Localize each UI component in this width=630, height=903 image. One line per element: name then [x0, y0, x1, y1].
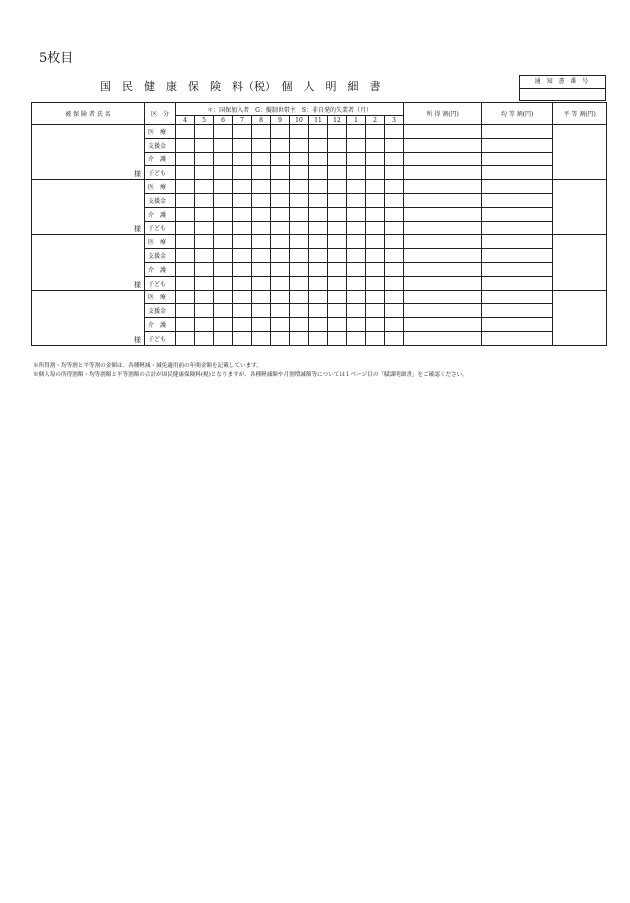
month-cell — [290, 138, 309, 152]
month-cell — [176, 276, 195, 290]
per-capita-levy-cell — [482, 207, 553, 221]
month-cell — [252, 180, 271, 194]
month-cell — [176, 304, 195, 318]
month-cell — [271, 304, 290, 318]
month-cell — [271, 180, 290, 194]
month-cell — [195, 221, 214, 235]
month-cell — [328, 166, 347, 180]
per-capita-levy-cell — [482, 276, 553, 290]
month-cell — [385, 138, 404, 152]
per-capita-levy-cell — [482, 304, 553, 318]
month-cell — [309, 331, 328, 345]
month-cell — [385, 304, 404, 318]
per-capita-levy-cell — [482, 290, 553, 304]
month-cell — [271, 318, 290, 332]
month-cell — [366, 304, 385, 318]
month-cell — [214, 276, 233, 290]
header-month: 2 — [366, 116, 385, 125]
month-cell — [385, 318, 404, 332]
month-cell — [366, 166, 385, 180]
month-cell — [328, 221, 347, 235]
month-cell — [366, 152, 385, 166]
header-month: 3 — [385, 116, 404, 125]
month-cell — [233, 262, 252, 276]
notice-number-box — [519, 75, 606, 101]
month-cell — [233, 318, 252, 332]
category-cell: 医 療 — [145, 125, 176, 139]
document-title: 国 民 健 康 保 険 料（税） 個 人 明 細 書 — [100, 80, 381, 93]
month-cell — [176, 207, 195, 221]
month-cell — [328, 318, 347, 332]
category-cell: 医 療 — [145, 290, 176, 304]
income-levy-cell — [404, 249, 482, 263]
income-levy-cell — [404, 276, 482, 290]
header-month: 5 — [195, 116, 214, 125]
category-cell: 子ども — [145, 221, 176, 235]
month-cell — [233, 249, 252, 263]
month-cell — [309, 276, 328, 290]
month-cell — [233, 125, 252, 139]
month-cell — [290, 166, 309, 180]
month-cell — [385, 125, 404, 139]
table-row — [32, 290, 607, 304]
month-cell — [176, 180, 195, 194]
month-cell — [271, 221, 290, 235]
month-cell — [328, 152, 347, 166]
month-cell — [309, 138, 328, 152]
per-capita-levy-cell — [482, 166, 553, 180]
header-insured-name: 被 保 険 者 氏 名 — [32, 103, 145, 125]
per-capita-levy-cell — [482, 262, 553, 276]
month-cell — [290, 221, 309, 235]
month-cell — [252, 166, 271, 180]
header-month: 4 — [176, 116, 195, 125]
month-cell — [195, 180, 214, 194]
month-cell — [252, 304, 271, 318]
month-cell — [195, 138, 214, 152]
month-cell — [233, 207, 252, 221]
month-cell — [252, 331, 271, 345]
month-cell — [290, 207, 309, 221]
month-cell — [214, 304, 233, 318]
month-cell — [195, 235, 214, 249]
notice-number-label: 通 知 書 番 号 — [520, 76, 605, 89]
month-cell — [347, 180, 366, 194]
per-capita-levy-cell — [482, 318, 553, 332]
month-cell — [176, 262, 195, 276]
month-cell — [176, 235, 195, 249]
month-cell — [290, 290, 309, 304]
month-cell — [214, 166, 233, 180]
month-cell — [271, 249, 290, 263]
category-cell: 子ども — [145, 331, 176, 345]
month-cell — [366, 180, 385, 194]
table-row — [32, 235, 607, 249]
income-levy-cell — [404, 304, 482, 318]
month-cell — [328, 331, 347, 345]
footnote-1: ※所得割・均等割と平等割の金額は、各種軽減・減免適用前の年間金額を記載しています。 — [33, 363, 262, 369]
month-cell — [214, 249, 233, 263]
table-row — [32, 125, 607, 139]
per-capita-levy-cell — [482, 193, 553, 207]
month-cell — [309, 262, 328, 276]
month-cell — [214, 152, 233, 166]
category-cell: 医 療 — [145, 180, 176, 194]
header-month: 11 — [309, 116, 328, 125]
month-cell — [309, 207, 328, 221]
month-cell — [214, 207, 233, 221]
month-cell — [347, 125, 366, 139]
month-cell — [195, 125, 214, 139]
month-cell — [347, 166, 366, 180]
per-capita-levy-cell — [482, 152, 553, 166]
header-income-levy: 所 得 割(円) — [404, 103, 482, 125]
month-cell — [366, 207, 385, 221]
month-cell — [233, 290, 252, 304]
month-cell — [385, 193, 404, 207]
month-cell — [290, 262, 309, 276]
month-cell — [176, 221, 195, 235]
category-cell: 介 護 — [145, 318, 176, 332]
month-cell — [309, 193, 328, 207]
month-cell — [195, 166, 214, 180]
month-cell — [195, 262, 214, 276]
month-cell — [195, 152, 214, 166]
income-levy-cell — [404, 125, 482, 139]
month-cell — [366, 318, 385, 332]
month-cell — [290, 276, 309, 290]
month-cell — [271, 207, 290, 221]
month-cell — [233, 193, 252, 207]
income-levy-cell — [404, 221, 482, 235]
month-cell — [214, 235, 233, 249]
flat-levy-cell — [553, 180, 607, 235]
month-cell — [328, 235, 347, 249]
month-cell — [366, 249, 385, 263]
month-cell — [214, 193, 233, 207]
month-cell — [309, 180, 328, 194]
month-cell — [271, 166, 290, 180]
month-cell — [271, 125, 290, 139]
insured-name-cell: 様 — [32, 235, 145, 290]
income-levy-cell — [404, 152, 482, 166]
month-cell — [328, 138, 347, 152]
flat-levy-cell — [553, 290, 607, 345]
month-cell — [176, 249, 195, 263]
per-capita-levy-cell — [482, 221, 553, 235]
header-month: 1 — [347, 116, 366, 125]
month-cell — [328, 125, 347, 139]
month-cell — [366, 262, 385, 276]
month-cell — [385, 207, 404, 221]
category-cell: 支援金 — [145, 138, 176, 152]
month-cell — [176, 125, 195, 139]
category-cell: 子ども — [145, 276, 176, 290]
month-cell — [347, 207, 366, 221]
month-cell — [290, 180, 309, 194]
month-cell — [309, 249, 328, 263]
category-cell: 介 護 — [145, 207, 176, 221]
month-cell — [385, 235, 404, 249]
month-cell — [252, 221, 271, 235]
month-cell — [195, 207, 214, 221]
month-cell — [290, 235, 309, 249]
month-cell — [233, 138, 252, 152]
per-capita-levy-cell — [482, 235, 553, 249]
category-cell: 子ども — [145, 166, 176, 180]
month-cell — [195, 304, 214, 318]
month-cell — [176, 318, 195, 332]
header-month: 10 — [290, 116, 309, 125]
month-cell — [252, 207, 271, 221]
month-cell — [328, 304, 347, 318]
month-cell — [366, 125, 385, 139]
income-levy-cell — [404, 207, 482, 221]
detail-table — [31, 102, 607, 346]
month-cell — [176, 166, 195, 180]
footnotes — [33, 362, 468, 380]
page-label: 5枚目 — [39, 51, 74, 66]
income-levy-cell — [404, 235, 482, 249]
month-cell — [347, 290, 366, 304]
header-month: 12 — [328, 116, 347, 125]
month-cell — [233, 331, 252, 345]
month-cell — [385, 249, 404, 263]
header-month: 8 — [252, 116, 271, 125]
month-cell — [176, 331, 195, 345]
month-cell — [195, 276, 214, 290]
per-capita-levy-cell — [482, 125, 553, 139]
category-cell: 介 護 — [145, 152, 176, 166]
month-cell — [366, 221, 385, 235]
month-cell — [195, 318, 214, 332]
month-cell — [385, 221, 404, 235]
month-cell — [309, 235, 328, 249]
month-cell — [328, 262, 347, 276]
month-cell — [271, 276, 290, 290]
month-cell — [309, 125, 328, 139]
month-cell — [214, 331, 233, 345]
category-cell: 支援金 — [145, 193, 176, 207]
month-cell — [214, 180, 233, 194]
month-cell — [385, 166, 404, 180]
month-cell — [328, 193, 347, 207]
month-cell — [233, 166, 252, 180]
month-cell — [271, 331, 290, 345]
income-levy-cell — [404, 180, 482, 194]
month-cell — [290, 193, 309, 207]
month-cell — [233, 235, 252, 249]
month-cell — [347, 235, 366, 249]
month-cell — [214, 221, 233, 235]
month-cell — [252, 138, 271, 152]
income-levy-cell — [404, 331, 482, 345]
month-cell — [347, 331, 366, 345]
month-cell — [290, 331, 309, 345]
month-cell — [366, 331, 385, 345]
month-cell — [290, 125, 309, 139]
month-cell — [347, 221, 366, 235]
month-cell — [347, 249, 366, 263]
month-cell — [271, 290, 290, 304]
month-cell — [176, 290, 195, 304]
month-cell — [385, 262, 404, 276]
month-cell — [233, 276, 252, 290]
month-cell — [347, 193, 366, 207]
month-cell — [366, 193, 385, 207]
month-cell — [252, 235, 271, 249]
insured-name-cell: 様 — [32, 180, 145, 235]
month-cell — [328, 207, 347, 221]
month-cell — [290, 318, 309, 332]
per-capita-levy-cell — [482, 249, 553, 263]
month-cell — [176, 138, 195, 152]
month-cell — [195, 290, 214, 304]
month-cell — [328, 180, 347, 194]
month-cell — [309, 290, 328, 304]
month-cell — [271, 138, 290, 152]
month-cell — [290, 152, 309, 166]
month-cell — [271, 193, 290, 207]
month-cell — [309, 221, 328, 235]
month-cell — [385, 331, 404, 345]
month-cell — [366, 235, 385, 249]
per-capita-levy-cell — [482, 138, 553, 152]
flat-levy-cell — [553, 235, 607, 290]
month-cell — [347, 276, 366, 290]
insured-name-cell: 様 — [32, 290, 145, 345]
table-row — [32, 180, 607, 194]
month-cell — [252, 152, 271, 166]
month-cell — [347, 138, 366, 152]
month-cell — [328, 290, 347, 304]
income-levy-cell — [404, 318, 482, 332]
month-cell — [328, 249, 347, 263]
month-cell — [385, 152, 404, 166]
month-cell — [233, 152, 252, 166]
month-cell — [252, 262, 271, 276]
insured-name-cell: 様 — [32, 125, 145, 180]
month-cell — [366, 290, 385, 304]
income-levy-cell — [404, 262, 482, 276]
month-cell — [271, 152, 290, 166]
header-flat-levy: 平 等 割(円) — [553, 103, 607, 125]
month-cell — [271, 235, 290, 249]
per-capita-levy-cell — [482, 331, 553, 345]
month-cell — [214, 290, 233, 304]
income-levy-cell — [404, 193, 482, 207]
category-cell: 医 療 — [145, 235, 176, 249]
category-cell: 支援金 — [145, 249, 176, 263]
month-cell — [328, 276, 347, 290]
category-cell: 支援金 — [145, 304, 176, 318]
month-cell — [252, 276, 271, 290]
month-cell — [347, 262, 366, 276]
month-cell — [309, 304, 328, 318]
month-cell — [347, 152, 366, 166]
month-cell — [195, 331, 214, 345]
month-cell — [290, 304, 309, 318]
month-cell — [309, 318, 328, 332]
month-cell — [195, 249, 214, 263]
income-levy-cell — [404, 166, 482, 180]
month-cell — [347, 318, 366, 332]
header-per-capita-levy: 均 等 割(円) — [482, 103, 553, 125]
per-capita-levy-cell — [482, 180, 553, 194]
month-cell — [309, 152, 328, 166]
month-cell — [366, 276, 385, 290]
flat-levy-cell — [553, 125, 607, 180]
header-month: 9 — [271, 116, 290, 125]
month-cell — [385, 180, 404, 194]
month-cell — [214, 138, 233, 152]
header-legend: ＊：国保加入者 G：擬制世帯主 S：非自発的失業者（月） — [176, 103, 404, 116]
month-cell — [176, 193, 195, 207]
month-cell — [385, 290, 404, 304]
month-cell — [214, 125, 233, 139]
income-levy-cell — [404, 290, 482, 304]
month-cell — [271, 262, 290, 276]
footnote-2: ※個人毎の所得割額・均等割額と平等割額の合計が国民健康保険料(税)となりますが、各種軽減額や月割増減額等については１ページ目の「賦課明細書」をご確認ください。 — [33, 372, 468, 378]
month-cell — [214, 262, 233, 276]
month-cell — [309, 166, 328, 180]
month-cell — [214, 318, 233, 332]
month-cell — [252, 193, 271, 207]
income-levy-cell — [404, 138, 482, 152]
month-cell — [366, 138, 385, 152]
month-cell — [252, 290, 271, 304]
month-cell — [176, 152, 195, 166]
header-month: 7 — [233, 116, 252, 125]
month-cell — [195, 193, 214, 207]
month-cell — [385, 276, 404, 290]
month-cell — [252, 125, 271, 139]
header-category: 区 分 — [145, 103, 176, 125]
month-cell — [233, 221, 252, 235]
month-cell — [233, 304, 252, 318]
month-cell — [290, 249, 309, 263]
month-cell — [347, 304, 366, 318]
category-cell: 介 護 — [145, 262, 176, 276]
month-cell — [233, 180, 252, 194]
month-cell — [252, 318, 271, 332]
month-cell — [252, 249, 271, 263]
header-month: 6 — [214, 116, 233, 125]
